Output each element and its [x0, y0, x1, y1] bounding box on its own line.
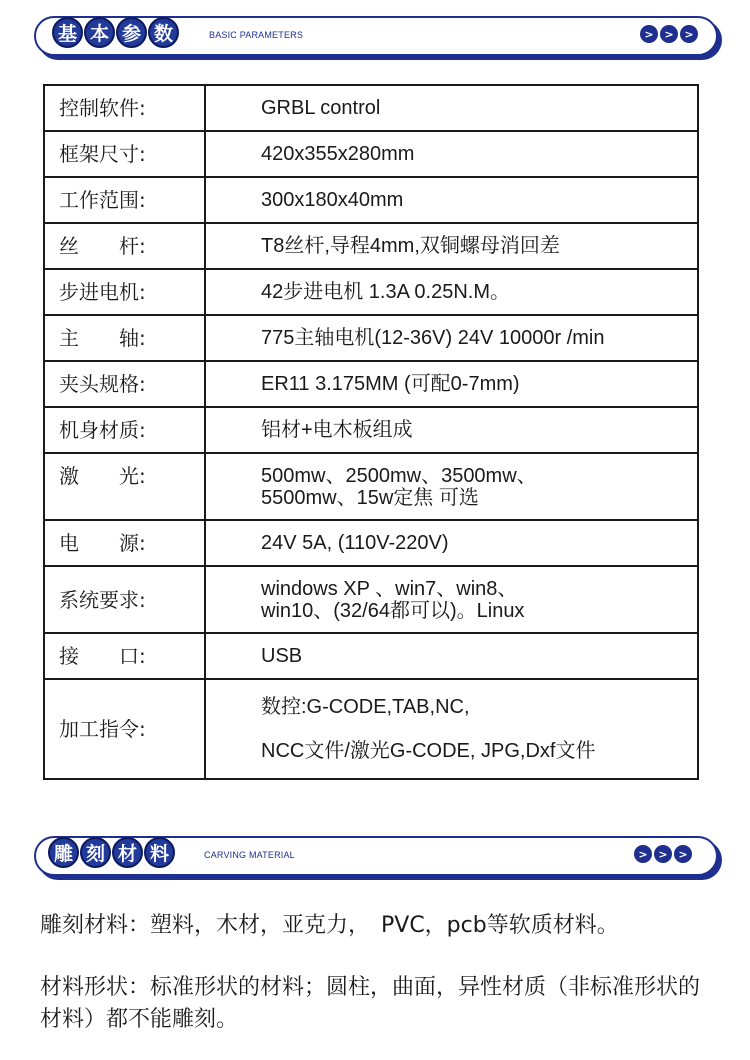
chevron-right-icon: >: [654, 845, 672, 863]
spec-value-line: windows XP 、win7、win8、: [261, 577, 518, 600]
spec-value: 300x180x40mm: [205, 177, 698, 223]
spec-table: [43, 84, 699, 780]
chevron-right-icon: >: [660, 25, 678, 43]
title-char: 料: [144, 837, 175, 868]
section-header-carving-material: [34, 836, 718, 876]
spec-label: 加工指令:: [44, 679, 205, 779]
materials-shape-description: 材料形状：标准形状的材料；圆柱，曲面，异性材质（非标准形状的材料）都不能雕刻。: [40, 975, 701, 1032]
chevron-right-icon: >: [674, 845, 692, 863]
section-subtitle: BASIC PARAMETERS: [209, 30, 304, 40]
spec-label: 激 光:: [44, 453, 205, 520]
spec-value-line: 5500mw、15w定焦 可选: [261, 486, 479, 509]
spec-value-line: 500mw、2500mw、3500mw、: [261, 464, 537, 487]
spec-label: 主 轴:: [44, 315, 205, 361]
table-row: [44, 679, 698, 779]
section-header-basic-parameters: [34, 16, 718, 56]
spec-label: 系统要求:: [44, 566, 205, 633]
table-row: [44, 520, 698, 566]
title-char: 基: [52, 17, 83, 48]
spec-value: [205, 453, 698, 520]
spec-label: 夹头规格:: [44, 361, 205, 407]
spec-label: 控制软件:: [44, 85, 205, 131]
spec-value: USB: [205, 633, 698, 679]
section-title: [52, 17, 179, 48]
title-char: 数: [148, 17, 179, 48]
table-row: [44, 177, 698, 223]
title-char: 参: [116, 17, 147, 48]
title-char: 刻: [80, 837, 111, 868]
spec-value: 铝材+电木板组成: [205, 407, 698, 453]
table-row: [44, 361, 698, 407]
spec-value: 24V 5A, (110V-220V): [205, 520, 698, 566]
spec-value: 420x355x280mm: [205, 131, 698, 177]
section-title: [48, 837, 175, 868]
spec-value: [205, 566, 698, 633]
chevron-right-icon: >: [634, 845, 652, 863]
table-row: [44, 566, 698, 633]
spec-label: 步进电机:: [44, 269, 205, 315]
spec-value-line: win10、(32/64都可以)。Linux: [261, 599, 525, 622]
table-row: [44, 269, 698, 315]
section-subtitle: CARVING MATERIAL: [204, 850, 295, 860]
title-char: 材: [112, 837, 143, 868]
spec-label: 电 源:: [44, 520, 205, 566]
chevron-right-icon: >: [680, 25, 698, 43]
spec-value: GRBL control: [205, 85, 698, 131]
spec-label: 工作范围:: [44, 177, 205, 223]
spec-value: [205, 679, 698, 779]
spec-value-line: 数控:G-CODE,TAB,NC,: [261, 696, 470, 718]
title-char: 本: [84, 17, 115, 48]
table-row: [44, 453, 698, 520]
table-row: [44, 223, 698, 269]
materials-description: 雕刻材料：塑料，木材，亚克力， PVC，pcb等软质材料。: [40, 913, 619, 938]
spec-value: T8丝杆,导程4mm,双铜螺母消回差: [205, 223, 698, 269]
spec-value: 775主轴电机(12-36V) 24V 10000r /min: [205, 315, 698, 361]
chevron-right-icon: >: [640, 25, 658, 43]
title-char: 雕: [48, 837, 79, 868]
table-row: [44, 131, 698, 177]
spec-label: 机身材质:: [44, 407, 205, 453]
arrow-group: [634, 845, 692, 863]
spec-value: 42步进电机 1.3A 0.25N.M。: [205, 269, 698, 315]
table-row: [44, 315, 698, 361]
spec-value-line: NCC文件/激光G-CODE, JPG,Dxf文件: [261, 740, 596, 762]
table-row: [44, 85, 698, 131]
arrow-group: [640, 25, 698, 43]
spec-label: 接 口:: [44, 633, 205, 679]
table-row: [44, 633, 698, 679]
spec-value: ER11 3.175MM (可配0-7mm): [205, 361, 698, 407]
spec-label: 框架尺寸:: [44, 131, 205, 177]
spec-label: 丝 杆:: [44, 223, 205, 269]
table-row: [44, 407, 698, 453]
